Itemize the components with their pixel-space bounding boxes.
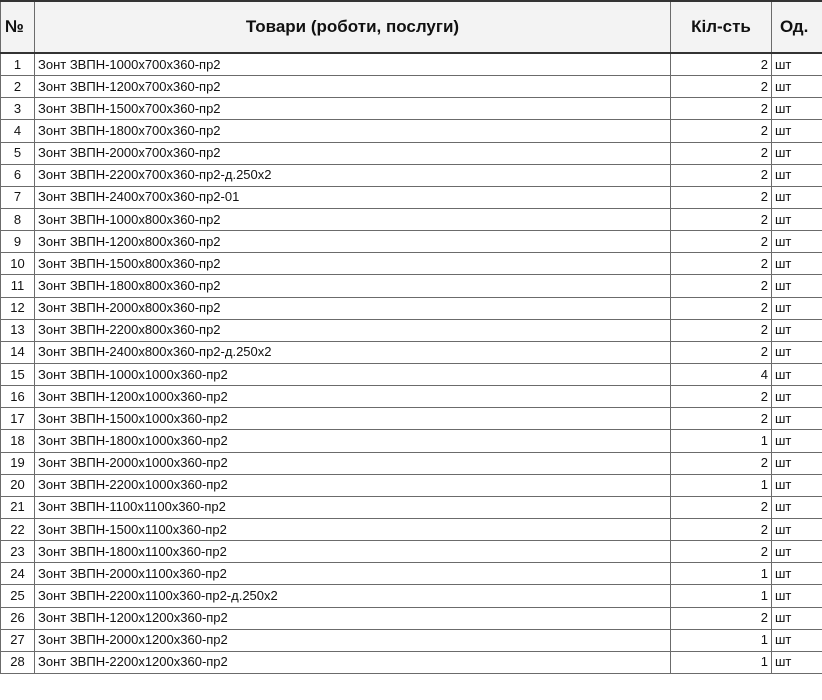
table-row: [1, 386, 822, 408]
row-unit: шт: [772, 53, 822, 76]
row-unit: шт: [772, 386, 822, 408]
row-number: 24: [1, 563, 35, 585]
row-quantity: 2: [671, 253, 772, 275]
table-row: [1, 474, 822, 496]
row-number: 13: [1, 319, 35, 341]
row-goods-name: Зонт ЗВПН-2000x700x360-пр2: [35, 142, 671, 164]
row-quantity: 2: [671, 541, 772, 563]
row-unit: шт: [772, 496, 822, 518]
row-goods-name: Зонт ЗВПН-1800x1100x360-пр2: [35, 541, 671, 563]
row-number: 2: [1, 76, 35, 98]
row-number: 9: [1, 231, 35, 253]
row-unit: шт: [772, 651, 822, 673]
table-row: [1, 53, 822, 76]
row-number: 22: [1, 518, 35, 540]
row-unit: шт: [772, 98, 822, 120]
row-quantity: 2: [671, 452, 772, 474]
row-number: 11: [1, 275, 35, 297]
table-row: [1, 408, 822, 430]
row-goods-name: Зонт ЗВПН-1800x800x360-пр2: [35, 275, 671, 297]
row-number: 20: [1, 474, 35, 496]
row-goods-name: Зонт ЗВПН-1200x700x360-пр2: [35, 76, 671, 98]
row-unit: шт: [772, 319, 822, 341]
row-quantity: 2: [671, 231, 772, 253]
row-unit: шт: [772, 275, 822, 297]
row-unit: шт: [772, 341, 822, 363]
row-quantity: 2: [671, 386, 772, 408]
table-row: [1, 452, 822, 474]
row-goods-name: Зонт ЗВПН-1000x1000x360-пр2: [35, 363, 671, 385]
row-goods-name: Зонт ЗВПН-2400x700x360-пр2-01: [35, 186, 671, 208]
row-number: 23: [1, 541, 35, 563]
table-row: [1, 541, 822, 563]
row-quantity: 2: [671, 142, 772, 164]
row-unit: шт: [772, 297, 822, 319]
table-row: [1, 518, 822, 540]
row-unit: шт: [772, 452, 822, 474]
row-goods-name: Зонт ЗВПН-1200x1200x360-пр2: [35, 607, 671, 629]
row-number: 27: [1, 629, 35, 651]
table-row: [1, 142, 822, 164]
row-unit: шт: [772, 430, 822, 452]
row-unit: шт: [772, 164, 822, 186]
row-quantity: 2: [671, 319, 772, 341]
table-header: [1, 1, 822, 53]
row-unit: шт: [772, 607, 822, 629]
table-row: [1, 629, 822, 651]
row-number: 18: [1, 430, 35, 452]
table-row: [1, 253, 822, 275]
row-goods-name: Зонт ЗВПН-2000x800x360-пр2: [35, 297, 671, 319]
table-row: [1, 120, 822, 142]
table-row: [1, 164, 822, 186]
table-row: [1, 430, 822, 452]
table-row: [1, 607, 822, 629]
row-quantity: 2: [671, 518, 772, 540]
row-goods-name: Зонт ЗВПН-1500x1000x360-пр2: [35, 408, 671, 430]
row-goods-name: Зонт ЗВПН-2400x800x360-пр2-д.250x2: [35, 341, 671, 363]
row-quantity: 1: [671, 585, 772, 607]
row-goods-name: Зонт ЗВПН-1200x800x360-пр2: [35, 231, 671, 253]
row-quantity: 1: [671, 430, 772, 452]
row-goods-name: Зонт ЗВПН-1500x1100x360-пр2: [35, 518, 671, 540]
row-number: 26: [1, 607, 35, 629]
row-quantity: 2: [671, 341, 772, 363]
row-goods-name: Зонт ЗВПН-1100x1100x360-пр2: [35, 496, 671, 518]
row-unit: шт: [772, 186, 822, 208]
row-quantity: 2: [671, 607, 772, 629]
row-number: 6: [1, 164, 35, 186]
row-unit: шт: [772, 231, 822, 253]
header-goods: Товари (роботи, послуги): [35, 1, 671, 53]
row-quantity: 2: [671, 53, 772, 76]
row-goods-name: Зонт ЗВПН-2200x1100x360-пр2-д.250x2: [35, 585, 671, 607]
row-quantity: 2: [671, 496, 772, 518]
row-unit: шт: [772, 474, 822, 496]
row-unit: шт: [772, 408, 822, 430]
row-number: 21: [1, 496, 35, 518]
table-row: [1, 363, 822, 385]
row-goods-name: Зонт ЗВПН-2000x1200x360-пр2: [35, 629, 671, 651]
table-row: [1, 98, 822, 120]
row-goods-name: Зонт ЗВПН-1800x1000x360-пр2: [35, 430, 671, 452]
row-goods-name: Зонт ЗВПН-2200x700x360-пр2-д.250x2: [35, 164, 671, 186]
table-row: [1, 186, 822, 208]
row-number: 5: [1, 142, 35, 164]
row-quantity: 2: [671, 297, 772, 319]
table-row: [1, 319, 822, 341]
row-number: 25: [1, 585, 35, 607]
row-goods-name: Зонт ЗВПН-2000x1000x360-пр2: [35, 452, 671, 474]
row-quantity: 2: [671, 275, 772, 297]
row-number: 15: [1, 363, 35, 385]
row-goods-name: Зонт ЗВПН-2200x1200x360-пр2: [35, 651, 671, 673]
row-goods-name: Зонт ЗВПН-2000x1100x360-пр2: [35, 563, 671, 585]
row-number: 19: [1, 452, 35, 474]
row-quantity: 2: [671, 120, 772, 142]
row-unit: шт: [772, 142, 822, 164]
header-unit: Од.: [772, 1, 822, 53]
header-row: [1, 1, 822, 53]
row-number: 8: [1, 208, 35, 230]
row-unit: шт: [772, 629, 822, 651]
row-unit: шт: [772, 541, 822, 563]
row-quantity: 1: [671, 474, 772, 496]
row-unit: шт: [772, 253, 822, 275]
table-row: [1, 275, 822, 297]
row-number: 12: [1, 297, 35, 319]
table-row: [1, 563, 822, 585]
table-row: [1, 76, 822, 98]
table-row: [1, 496, 822, 518]
header-number: №: [1, 1, 35, 53]
table-row: [1, 651, 822, 673]
row-goods-name: Зонт ЗВПН-2200x800x360-пр2: [35, 319, 671, 341]
row-number: 4: [1, 120, 35, 142]
row-quantity: 2: [671, 98, 772, 120]
row-unit: шт: [772, 120, 822, 142]
row-quantity: 2: [671, 208, 772, 230]
row-quantity: 2: [671, 164, 772, 186]
table-row: [1, 208, 822, 230]
row-goods-name: Зонт ЗВПН-1000x700x360-пр2: [35, 53, 671, 76]
row-number: 28: [1, 651, 35, 673]
row-number: 16: [1, 386, 35, 408]
row-quantity: 2: [671, 408, 772, 430]
row-goods-name: Зонт ЗВПН-1800x700x360-пр2: [35, 120, 671, 142]
table-row: [1, 297, 822, 319]
header-quantity: Кіл-сть: [671, 1, 772, 53]
row-unit: шт: [772, 363, 822, 385]
row-number: 1: [1, 53, 35, 76]
row-goods-name: Зонт ЗВПН-1500x800x360-пр2: [35, 253, 671, 275]
row-quantity: 1: [671, 651, 772, 673]
row-unit: шт: [772, 208, 822, 230]
row-number: 17: [1, 408, 35, 430]
table-body: [1, 53, 822, 673]
table-row: [1, 341, 822, 363]
row-unit: шт: [772, 76, 822, 98]
row-number: 3: [1, 98, 35, 120]
row-quantity: 2: [671, 186, 772, 208]
row-quantity: 4: [671, 363, 772, 385]
row-unit: шт: [772, 585, 822, 607]
row-unit: шт: [772, 563, 822, 585]
row-goods-name: Зонт ЗВПН-1200x1000x360-пр2: [35, 386, 671, 408]
row-number: 7: [1, 186, 35, 208]
row-goods-name: Зонт ЗВПН-1000x800x360-пр2: [35, 208, 671, 230]
row-number: 10: [1, 253, 35, 275]
row-quantity: 1: [671, 629, 772, 651]
row-quantity: 1: [671, 563, 772, 585]
row-goods-name: Зонт ЗВПН-2200x1000x360-пр2: [35, 474, 671, 496]
row-goods-name: Зонт ЗВПН-1500x700x360-пр2: [35, 98, 671, 120]
table-row: [1, 585, 822, 607]
row-unit: шт: [772, 518, 822, 540]
row-quantity: 2: [671, 76, 772, 98]
table-row: [1, 231, 822, 253]
row-number: 14: [1, 341, 35, 363]
